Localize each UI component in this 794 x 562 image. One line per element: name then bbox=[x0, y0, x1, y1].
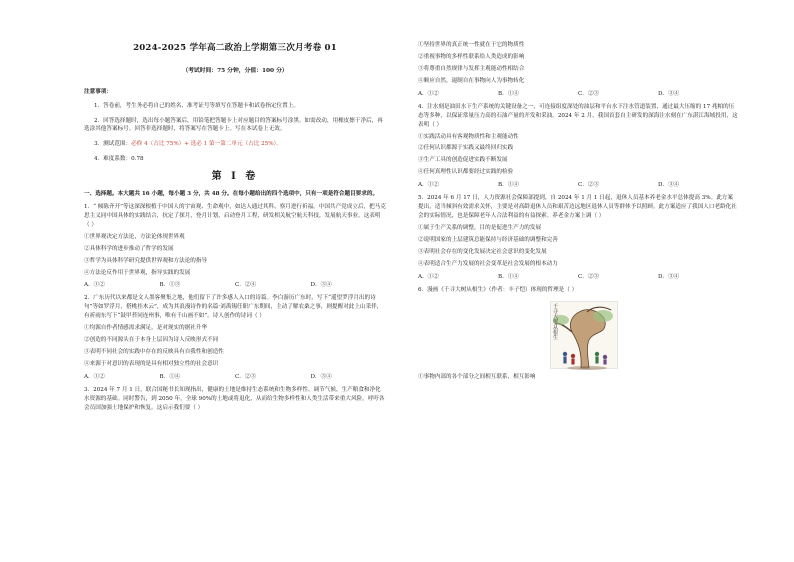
right-column bbox=[418, 38, 738, 382]
choice-d: D．③④ bbox=[658, 182, 680, 189]
choice-d: D．③④ bbox=[310, 373, 332, 380]
exam-title: 2024-2025 学年高二政治上学期第三次月考卷 01 bbox=[133, 43, 337, 53]
question-stem: 3．2024 年 7 月 1 日，联合国秘书长知现指出，健康的土地是维持生态系统和生物多样性、调节气候，生产粮食和净化水资源的基础。同时警告，到 2050 年，全球 90%的土地或将退化，从而给生物多样性和人类生活带来重大风险，呼吁各会员国加强土地保护和恢复。这启示我们要（ ） bbox=[84, 386, 385, 411]
choice-b: B．①④ bbox=[498, 182, 519, 189]
choice-c: C．②③ bbox=[578, 90, 600, 97]
choice-a: A．①② bbox=[84, 282, 105, 289]
choice-b: B．①④ bbox=[159, 373, 181, 380]
option-item: ②具体科学的进步推动了哲学的发展 bbox=[84, 245, 174, 252]
choice-d: D．③④ bbox=[658, 90, 680, 97]
option-item: ①坚持世界的真正统一性就在于它的物质性 bbox=[418, 42, 525, 48]
choice-b: B．①④ bbox=[498, 273, 519, 280]
note-1: 1．答卷前，考生务必将自己的姓名、准考证号等填写在答题卡和试卷指定位置上。 bbox=[94, 102, 299, 109]
choice-c: C．②③ bbox=[235, 373, 257, 380]
question-3-start bbox=[84, 386, 386, 413]
left-column bbox=[84, 36, 386, 413]
choice-b: B．①③ bbox=[159, 282, 181, 289]
note-3 bbox=[84, 140, 386, 149]
option-item: ①事物内部的各个部分之间相互联系，相互影响 bbox=[418, 373, 536, 380]
question-stem: 4．注水刻是油田水下生产系统的关键设备之一，可连接组度深处的油层和平台水下注水管道装置，通过最大压缩的 17 兆帕的压态等多种，以保证常量压力高的石油产量的开发和采油。2024 年 2 月，我国首套自主研发的深海注水刻在广东湛江海域投用，这表明（ ） bbox=[418, 103, 738, 128]
option-item: ④顺应自然，遏制自在事物向人为事物转化 bbox=[418, 77, 525, 84]
question-stem: 2．广东历代以来都是文人墨客聚集之地，他们留下了许多感人入口的诗篇。李白游历广东时，写下“遥望罗浮月出的诗句”等如罗浮月，搭桃挂木云”，成为其浪漫诗作的名篇·刘禹锡任职广东期间，主动了解农桑之事，则提醒对此上山采伴，有祈雨东写下“鼓甲苔同连州事，唯有千山画不如”。诗人创作的诗词（ ） bbox=[84, 295, 383, 320]
option-item: ②任何认识都源于实践又最终回归实践 bbox=[418, 145, 514, 152]
answer-choices bbox=[418, 90, 738, 99]
test-scope: 必修 4（占比 75%）+ 选必 1 第一第二单元（占比 25%）。 bbox=[131, 140, 282, 147]
question-4 bbox=[418, 103, 738, 191]
option-item: ③生产工具的创造促进实践不断发展 bbox=[418, 157, 508, 164]
question-stem: 1．“ 倾陈齐开”等这深深根植于中国人的宇宙观、生命观中，如达人通过其科、察月进行祈福。中国共产党成立后，把马克思主义同中国具体的实践结合，抗定了探月，登月计划，启动登月工程，研发相关航空航天科技，发展航天事业。这表明（ ） bbox=[84, 203, 386, 228]
option-item: ①世界观决定方法论，方法论体现世界观 bbox=[84, 233, 185, 240]
choice-a: A．①② bbox=[418, 273, 439, 280]
volume-heading: 第 I 卷 bbox=[211, 171, 259, 183]
question-5 bbox=[418, 194, 738, 282]
option-item: ③哲学为具体科学研究提供世界观和方法论的指导 bbox=[84, 257, 208, 264]
notes-heading: 注意事项： bbox=[84, 88, 112, 95]
option-item: ④来源于对意识的表现的是具有相对独立性的社会意识 bbox=[84, 361, 219, 368]
option-item: ②重视事物的多样性联系给人类造成的影响 bbox=[418, 53, 525, 60]
question-1 bbox=[84, 203, 386, 291]
option-item: ④表明适合生产力发展的社会变革是社会发展的根本动力 bbox=[418, 260, 558, 267]
option-item: ①均源自作者情感需求满足，是对现实的据社升华 bbox=[84, 325, 208, 332]
answer-choices bbox=[84, 373, 386, 382]
choice-c: C．②④ bbox=[235, 282, 257, 289]
choice-b: B．①④ bbox=[498, 90, 519, 97]
option-item: ④任何真理性认识都要经过实践的检验 bbox=[418, 169, 514, 176]
part-one-instructions: 一、选择题。本大题共 16 小题，每小题 3 分，共 48 分。在每小题给出的四个选项中，只有一项是符合题目要求的。 bbox=[84, 191, 379, 198]
note-4: 4．难度系数：0.78 bbox=[94, 155, 144, 162]
option-item: ①属于生产关系的调整，目的是促进生产力的发展 bbox=[418, 225, 542, 231]
tree-cartoon-icon bbox=[551, 302, 619, 370]
option-item: ②创造的不同源头在于本身上层因为诗人反映形式不同 bbox=[84, 337, 219, 344]
exam-info: （考试时间：75 分钟，分值：100 分） bbox=[182, 67, 288, 74]
question-stem: 6．漫画《千寻大树从根生》（作者：丰子恺）体现的哲理是（ ） bbox=[418, 286, 578, 293]
option-item: ③表明不同社会的实践中存在的反映具有自我性和创造性 bbox=[84, 349, 224, 356]
choice-d: D．③④ bbox=[310, 282, 332, 289]
choice-c: C．②③ bbox=[578, 182, 600, 189]
option-item: ③表明社会存在的变化发展决定社会意识的变化发展 bbox=[418, 248, 547, 255]
option-item: ③将尊重自然规律与发挥主观能动性相结合 bbox=[418, 65, 525, 72]
question-stem: 5．2024 年 6 月 17 日，人力资源社会保障部提到，自 2024 年 1 月 1 日起，退休人员基本养老金水平总体提高 3%。此方案提出，适当倾斜有效需求关怀，主要是对高龄退休人员和艰苦边远地区退休人员等群体予以照顾。此方案适应了我国人口老龄化社会的实际情况，也是保障老年人合法利益的有益探索。养老金方案上调（ ） bbox=[418, 195, 737, 220]
question-3-options bbox=[418, 41, 738, 99]
choice-a: A．①② bbox=[418, 182, 439, 189]
choice-d: D．③④ bbox=[658, 273, 680, 280]
choice-c: C．②③ bbox=[578, 273, 600, 280]
option-item: ④方法论反作用于世界观，指导实践的发展 bbox=[84, 269, 191, 276]
question-6 bbox=[418, 286, 738, 382]
option-item: ①实践活动具有客观物质性和主观能动性 bbox=[418, 133, 519, 140]
question-2 bbox=[84, 294, 386, 382]
option-item: ②说明国家的上层建筑总能保持与经济基础的调整和完善 bbox=[418, 236, 558, 243]
choice-a: A．①② bbox=[418, 90, 439, 97]
choice-a: A．①② bbox=[84, 373, 105, 380]
answer-choices bbox=[418, 273, 738, 282]
cartoon-caption: 千寻大树从根生 bbox=[553, 303, 559, 342]
note-2: 2．回答选择题时，选出每小题答案后，用铅笔把答题卡上对应题目的答案标号涂黑。如需改动，用橡皮擦干净后，再选涂其他答案标号。回答非选择题时，将答案写在答题卡上。写在本试卷上无效。 bbox=[84, 117, 383, 133]
answer-choices bbox=[418, 181, 738, 190]
note-3-label: 3．测试范围： bbox=[94, 140, 132, 147]
answer-choices bbox=[84, 281, 386, 290]
tree-cartoon-image bbox=[550, 301, 618, 369]
